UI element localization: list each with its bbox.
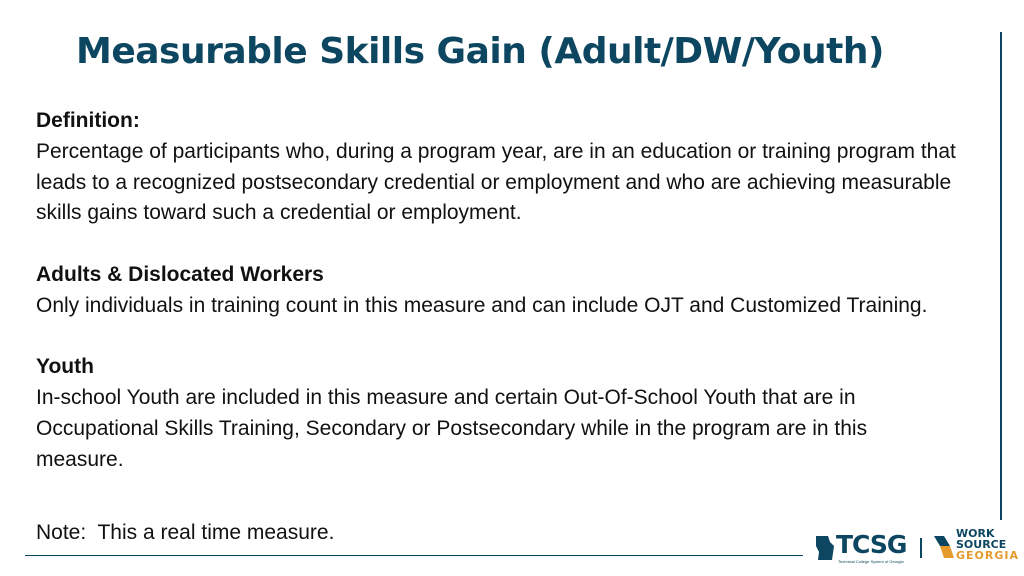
youth-heading: Youth [36, 355, 94, 379]
worksource-line-3: GEORGIA [956, 549, 1019, 562]
georgia-map-icon [814, 534, 836, 562]
definition-text: Percentage of participants who, during a program year, are in an education or training program that leads to a recognized postsecondary credential or employment and who are achieving measurable skills gains toward such a credential or employment. [36, 139, 956, 225]
worksource-logo-text [956, 527, 1019, 562]
slide-title: Measurable Skills Gain (Adult/DW/Youth) [76, 31, 884, 72]
footer-logos [814, 527, 1019, 568]
tcsg-logo-subtitle: Technical College System of Georgia [838, 559, 904, 564]
worksource-line-2: SOURCE [956, 538, 1007, 551]
bottom-divider-line [25, 555, 803, 556]
definition-heading: Definition: [36, 109, 140, 132]
worksource-mark-icon [934, 532, 954, 560]
youth-text: In-school Youth are included in this measure and certain Out-Of-School Youth that are in Occupational Skills Training, Secondary or Postsecondary while in the program are in this measure. [36, 386, 868, 471]
adults-text: Only individuals in training count in this measure and can include OJT and Customized Training. [36, 293, 928, 317]
definition-section [36, 106, 956, 229]
tcsg-logo-text: TCSG [836, 530, 907, 559]
right-divider-line [1000, 32, 1002, 520]
note-text: Note: This a real time measure. [36, 521, 335, 544]
slide-body [36, 106, 956, 476]
adults-section [36, 260, 956, 322]
logo-divider [920, 538, 922, 558]
adults-heading: Adults & Dislocated Workers [36, 262, 324, 286]
youth-section [36, 352, 956, 475]
worksource-line-1: WORK [956, 527, 995, 540]
